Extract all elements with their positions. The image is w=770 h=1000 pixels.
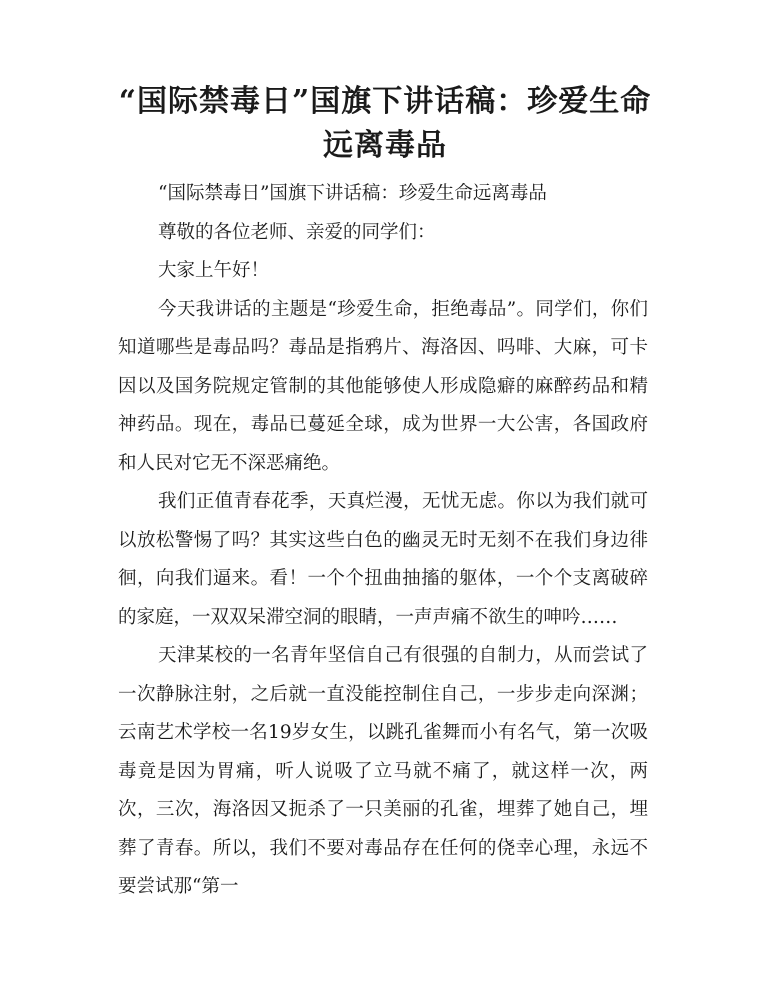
paragraph-greeting: 大家上午好！ bbox=[158, 260, 270, 281]
document-title: “国际禁毒日”国旗下讲话稿：珍爱生命 远离毒品 bbox=[118, 84, 652, 163]
paragraph-subtitle: “国际禁毒日”国旗下讲话稿：珍爱生命远离毒品 bbox=[158, 183, 547, 204]
paragraph-youth: 我们正值青春花季，天真烂漫，无忧无虑。你以为我们就可以放松警惕了吗？其实这些白色的幽灵无时无刻不在我们身边徘徊，向我们逼来。看！一个个扭曲抽搐的躯体，一个个支离破碎的家庭，一双双呆滞空洞的眼睛，一声声痛不欲生的呻吟…… bbox=[118, 491, 648, 628]
paragraph-topic: 今天我讲话的主题是“珍爱生命，拒绝毒品”。同学们，你们知道哪些是毒品吗？毒品是指鸦片、海洛因、吗啡、大麻，可卡因以及国务院规定管制的其他能够使人形成隐癖的麻醉药品和精神药品。现在，毒品已蔓延全球，成为世界一大公害，各国政府和人民对它无不深恶痛绝。 bbox=[118, 298, 648, 474]
document-body bbox=[118, 175, 648, 907]
paragraph-examples: 天津某校的一名青年坚信自己有很强的自制力，从而尝试了一次静脉注射，之后就一直没能控制住自己，一步步走向深渊；云南艺术学校一名19岁女生，以跳孔雀舞而小有名气，第一次吸毒竟是因为胃痛，听人说吸了立马就不痛了，就这样一次，两次，三次，海洛因又扼杀了一只美丽的孔雀，埋葬了她自己，埋葬了青春。所以，我们不要对毒品存在任何的侥幸心理，永远不要尝试那“第一 bbox=[118, 645, 648, 897]
paragraph-salutation: 尊敬的各位老师、亲爱的同学们： bbox=[158, 221, 436, 243]
